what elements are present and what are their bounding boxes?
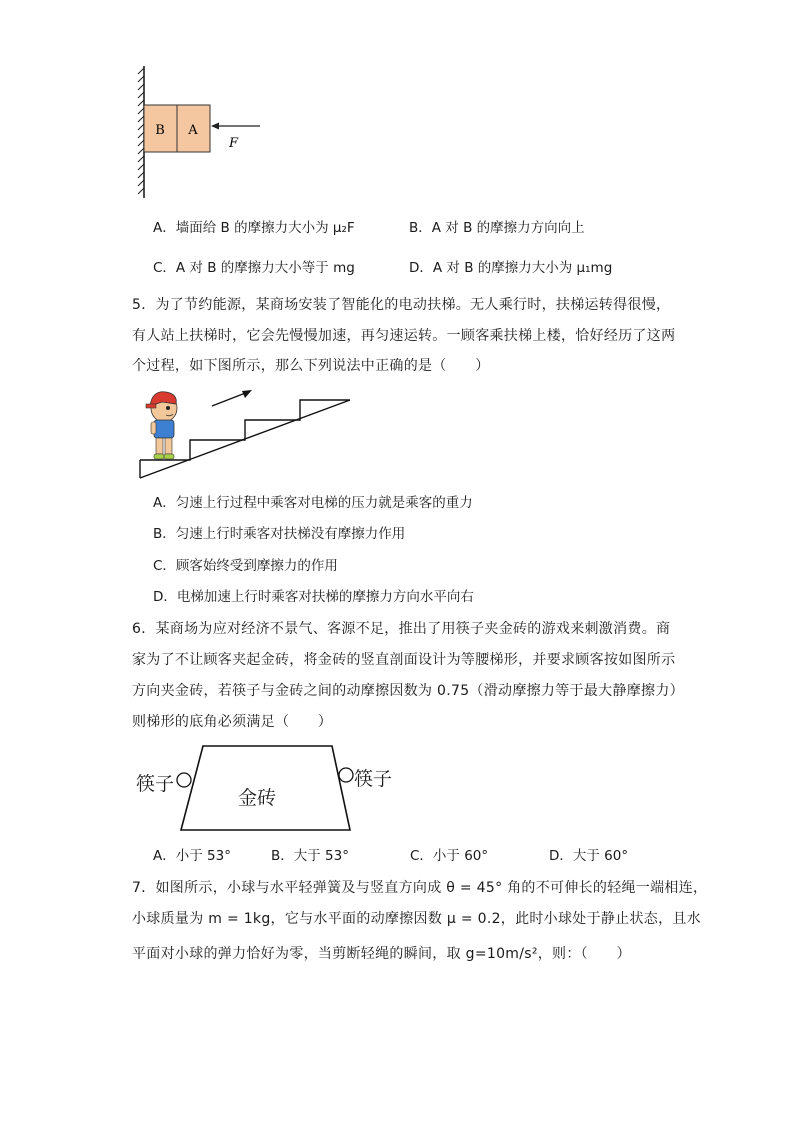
q5-option-d: D．电梯加速上行时乘客对扶梯的摩擦力方向水平向右 [153,589,474,605]
q6-line-3: 方向夹金砖，若筷子与金砖之间的动摩擦因数为 0.75（滑动摩擦力等于最大静摩擦力） [132,683,684,699]
force-arrowhead [211,123,219,130]
block-a-label: A [188,123,198,138]
q6-option-d: D．大于 60° [549,848,629,864]
q5-option-c: C．顾客始终受到摩擦力的作用 [153,558,338,574]
force-label: F [229,136,239,151]
escalator-figure [132,380,362,482]
q6-line-1: 6．某商场为应对经济不景气、客源不足，推出了用筷子夹金砖的游戏来刺激消费。商 [132,621,671,637]
q5-option-b: B．匀速上行时乘客对扶梯没有摩擦力作用 [153,526,406,542]
direction-arrow [212,392,248,406]
wall-hatching [138,68,144,194]
left-chopstick-icon [177,773,191,787]
wall-blocks-figure [130,62,270,204]
q5-line-2: 有人站上扶梯时，它会先慢慢加速，再匀速运转。一顾客乘扶梯上楼，恰好经历了这两 [132,328,676,344]
direction-arrowhead [242,390,252,398]
q5-line-3: 个过程，如下图所示，那么下列说法中正确的是（ ） [132,358,490,374]
q5-line-1: 5．为了节约能源，某商场安装了智能化的电动扶梯。无人乘行时，扶梯运转得很慢， [132,297,671,313]
q6-option-c: C．小于 60° [410,848,489,864]
q4-option-d: D．A 对 B 的摩擦力大小为 μ₁mg [409,260,613,276]
q4-option-a: A．墙面给 B 的摩擦力大小为 μ₂F [153,220,355,236]
left-chopstick-label: 筷子 [136,773,175,795]
right-chopstick-icon [339,768,353,782]
q7-line-3: 平面对小球的弹力恰好为零，当剪断轻绳的瞬间，取 g=10m/s²，则：（ ） [132,946,631,962]
q6-line-4: 则梯形的底角必须满足（ ） [132,714,333,730]
gold-brick-label: 金砖 [238,787,277,809]
q6-option-a: A．小于 53° [153,848,231,864]
q7-line-2: 小球质量为 m = 1kg，它与水平面的动摩擦因数 μ = 0.2，此时小球处于静止状态，且水 [132,911,701,927]
q6-line-2: 家为了不让顾客夹起金砖，将金砖的竖直剖面设计为等腰梯形，并要求顾客按如图所示 [132,652,676,668]
block-b-label: B [155,123,165,138]
q4-option-c: C．A 对 B 的摩擦力大小等于 mg [153,260,355,276]
q4-option-b: B．A 对 B 的摩擦力方向向上 [409,220,585,236]
right-chopstick-label: 筷子 [354,768,393,790]
passenger-icon [146,392,177,459]
q7-line-1: 7．如图所示，小球与水平轻弹簧及与竖直方向成 θ = 45° 角的不可伸长的轻绳一端相连， [132,880,708,896]
q5-option-a: A．匀速上行过程中乘客对电梯的压力就是乘客的重力 [153,495,473,511]
q6-option-b: B．大于 53° [271,848,349,864]
